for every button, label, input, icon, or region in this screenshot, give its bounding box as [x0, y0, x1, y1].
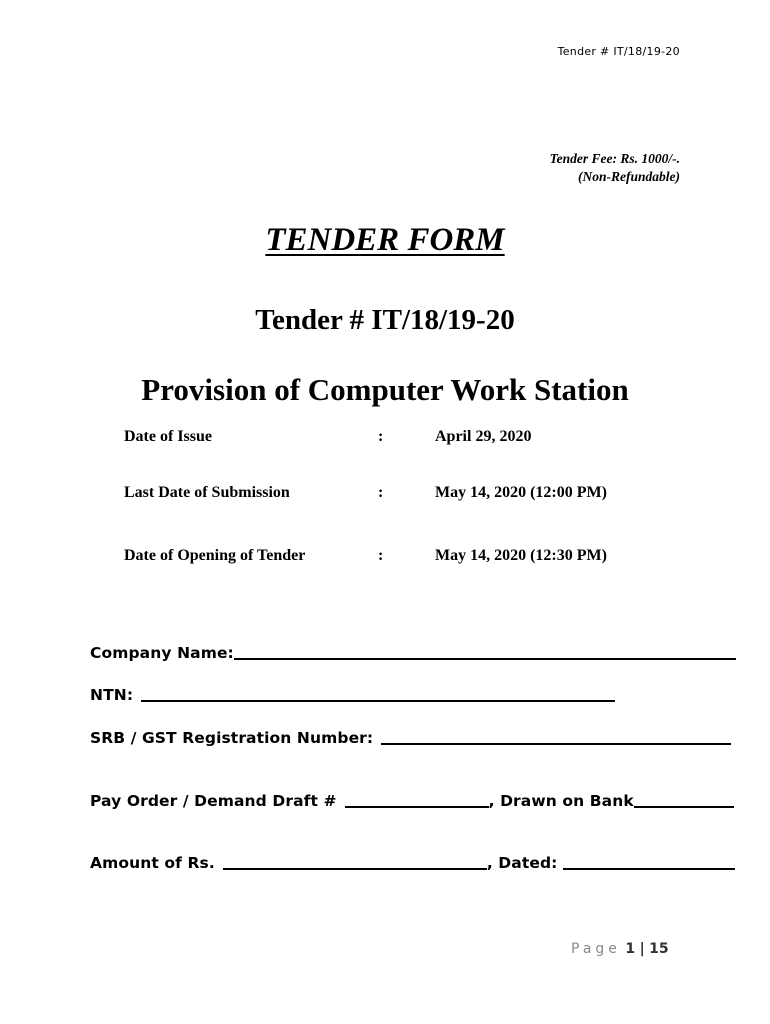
non-refundable-text: (Non-Refundable): [578, 169, 680, 184]
page-number: 1: [625, 941, 636, 957]
dated-blank[interactable]: [563, 854, 735, 870]
date-separator: :: [378, 484, 384, 501]
drawn-on-bank-label: , Drawn on Bank: [488, 792, 634, 810]
amount-label: Amount of Rs.: [90, 854, 215, 872]
date-label: Last Date of Submission: [124, 484, 290, 501]
tender-subject: Provision of Computer Work Station: [141, 372, 629, 407]
srb-gst-label: SRB / GST Registration Number:: [90, 729, 374, 747]
date-value: May 14, 2020 (12:30 PM): [435, 547, 607, 564]
date-of-issue-row: [124, 428, 684, 450]
page-footer: [571, 941, 669, 957]
company-name-blank[interactable]: [234, 644, 736, 660]
amount-blank[interactable]: [223, 854, 487, 870]
page-word: Page: [571, 941, 621, 957]
tender-fee-text: Tender Fee: Rs. 1000/-.: [549, 151, 680, 166]
last-submission-date-row: [124, 484, 684, 506]
ntn-field: [90, 686, 615, 704]
pay-order-field: [90, 792, 734, 810]
tender-fee-block: [550, 150, 680, 186]
date-separator: :: [378, 547, 384, 564]
page-title: TENDER FORM: [265, 222, 505, 258]
page-separator: |: [639, 941, 645, 957]
date-separator: :: [378, 428, 384, 445]
company-name-label: Company Name:: [90, 644, 234, 662]
drawn-on-bank-blank[interactable]: [634, 792, 734, 808]
srb-gst-blank[interactable]: [381, 729, 731, 745]
pay-order-blank[interactable]: [345, 792, 489, 808]
opening-date-row: [124, 547, 684, 569]
date-value: April 29, 2020: [435, 428, 532, 445]
ntn-label: NTN:: [90, 686, 134, 704]
tender-number: Tender # IT/18/19-20: [255, 304, 515, 336]
company-name-field: [90, 644, 736, 662]
date-value: May 14, 2020 (12:00 PM): [435, 484, 607, 501]
srb-gst-field: [90, 729, 731, 747]
amount-field: [90, 854, 735, 872]
dated-label: , Dated:: [486, 854, 558, 872]
date-label: Date of Issue: [124, 428, 212, 445]
total-pages: 15: [649, 941, 669, 957]
pay-order-label: Pay Order / Demand Draft #: [90, 792, 337, 810]
date-label: Date of Opening of Tender: [124, 547, 306, 564]
ntn-blank[interactable]: [141, 686, 615, 702]
header-tender-reference: Tender # IT/18/19-20: [557, 45, 680, 58]
